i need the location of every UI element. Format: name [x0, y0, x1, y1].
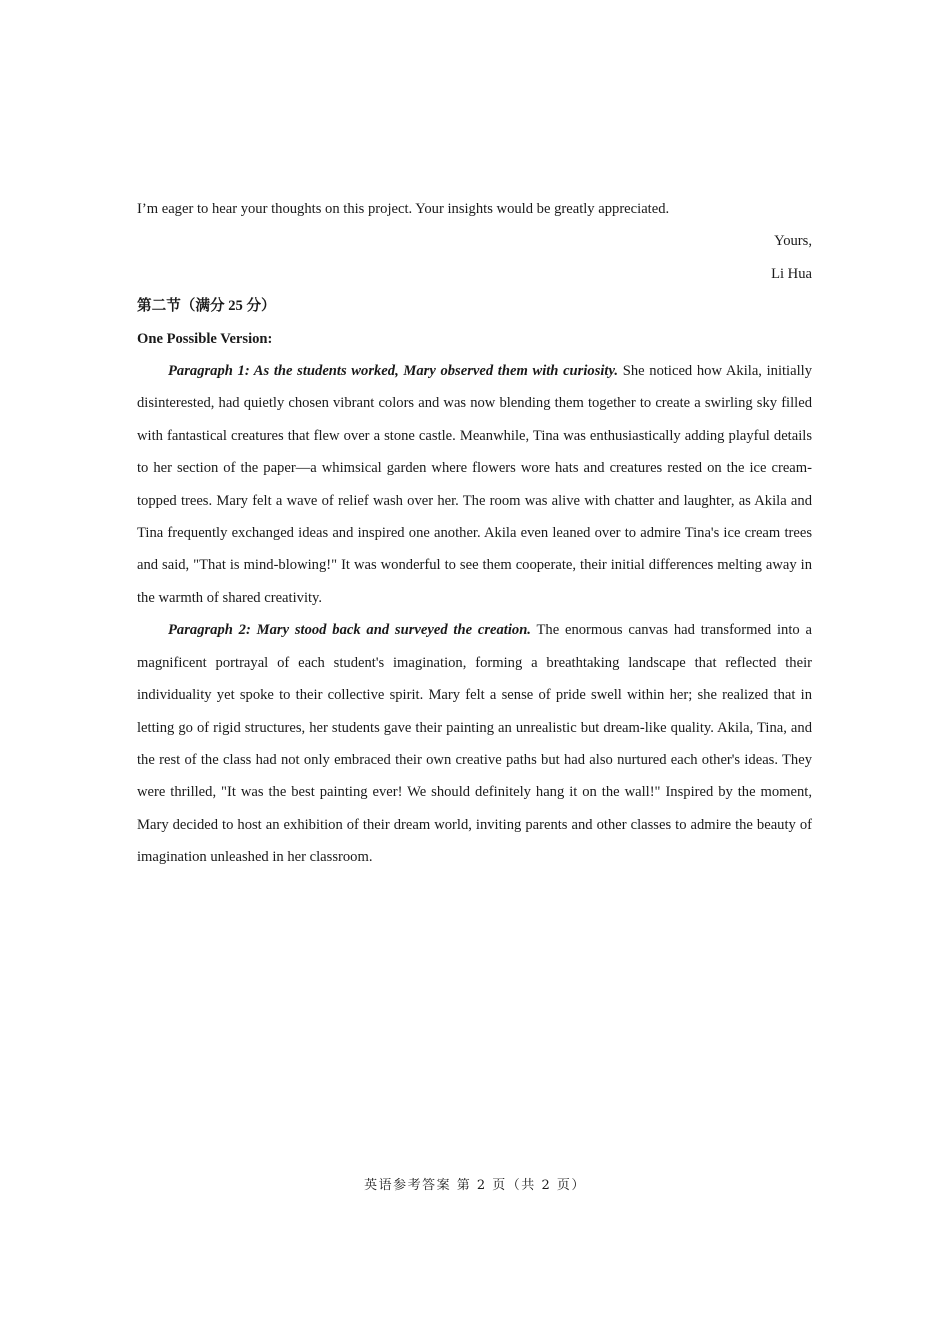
version-label: One Possible Version:: [137, 330, 273, 347]
paragraph-1: [137, 355, 812, 614]
paragraph-1-body: She noticed how Akila, initially disinterested, had quietly chosen vibrant colors and was now blending them together to create a swirling sky filled with fantastical creatures that flew over a stone castle. Meanwhile, Tina was enthusiastically adding playful details to her section of the paper—a whimsical garden where flowers wore hats and creatures rested on the ice cream-topped trees. Mary felt a wave of relief wash over her. The room was alive with chatter and laughter, as Akila and Tina frequently exchanged ideas and inspired one another. Akila even leaned over to admire Tina's ice cream trees and said, "That is mind-blowing!" It was wonderful to see them cooperate, their initial differences melting away in the warmth of shared creativity.: [137, 363, 812, 606]
paragraph-2-body: The enormous canvas had transformed into a magnificent portrayal of each student's imagination, forming a breathtaking landscape that reflected their individuality yet spoke to their collective spirit. Mary felt a sense of pride swell within her; she realized that in letting go of rigid structures, her students gave their painting an unrealistic but dream-like quality. Akila, Tina, and the rest of the class had not only embraced their own creative paths but had also nurtured each other's ideas. They were thrilled, "It was the best painting ever! We should definitely hang it on the wall!" Inspired by the moment, Mary decided to host an exhibition of their dream world, inviting parents and other classes to admire the beauty of imagination unleashed in her classroom.: [137, 622, 812, 866]
document-body: [137, 193, 812, 874]
paragraph-2: [137, 614, 812, 873]
letter-signature: Li Hua: [771, 265, 812, 282]
section-heading: 第二节（满分 25 分）: [137, 298, 276, 315]
paragraph-2-lead: Paragraph 2: Mary stood back and surveyed the creation.: [168, 622, 531, 639]
page-footer: 英语参考答案 第 2 页（共 2 页）: [364, 1178, 586, 1193]
letter-closing-line: I’m eager to hear your thoughts on this project. Your insights would be greatly appreciated.: [137, 201, 670, 217]
paragraph-1-lead: Paragraph 1: As the students worked, Mary observed them with curiosity.: [168, 363, 619, 380]
letter-signoff: Yours,: [774, 233, 812, 250]
